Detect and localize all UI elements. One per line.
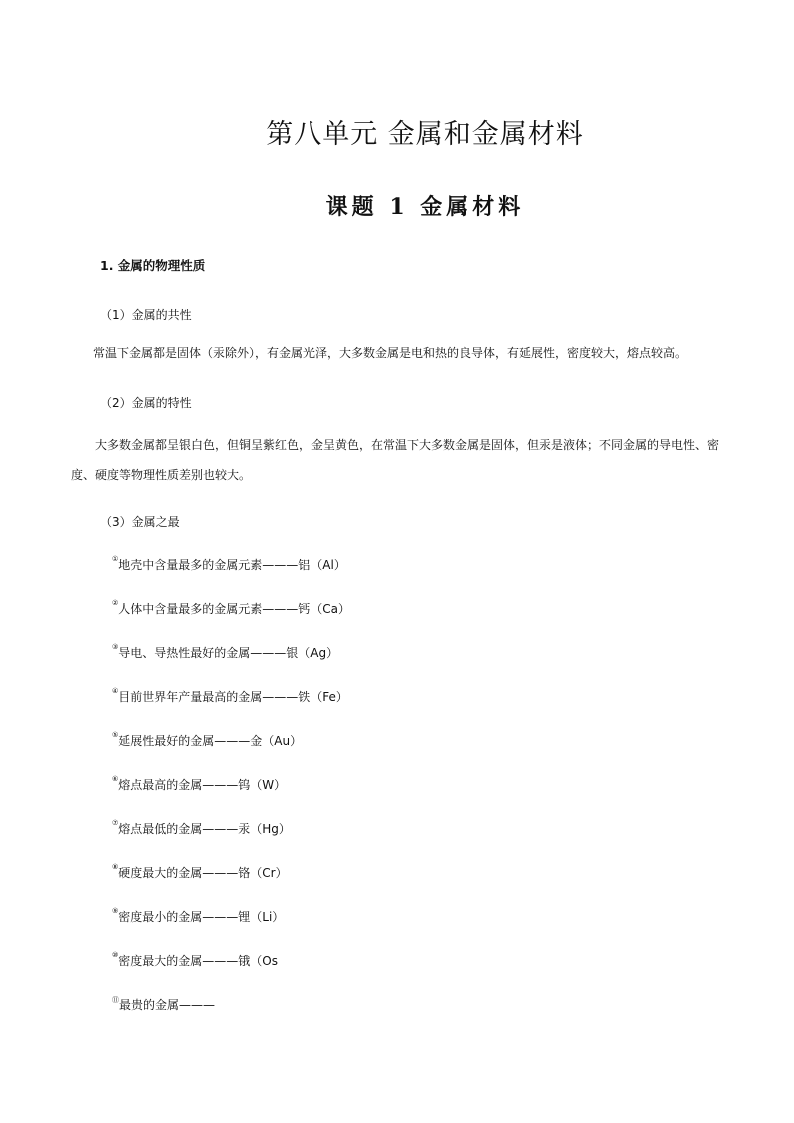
list-marker: ⑥ bbox=[112, 775, 119, 783]
list-marker: ⑤ bbox=[112, 731, 119, 739]
list-marker: ④ bbox=[112, 687, 119, 695]
page-title: 第八单元 金属和金属材料 bbox=[266, 119, 584, 150]
section-heading: 1. 金属的物理性质 bbox=[100, 258, 206, 273]
list-marker: ⑨ bbox=[112, 907, 119, 915]
list-item bbox=[112, 600, 350, 617]
list-item-text: 熔点最低的金属———汞（Hg） bbox=[118, 822, 291, 836]
list-item bbox=[112, 996, 215, 1013]
paragraph-common-properties: 常温下金属都是固体（汞除外），有金属光泽，大多数金属是电和热的良导体，有延展性，密度较大，熔点较高。 bbox=[93, 346, 688, 360]
list-item-text: 最贵的金属——— bbox=[119, 998, 216, 1012]
list-item-text: 硬度最大的金属———铬（Cr） bbox=[118, 866, 288, 880]
subsection-heading-common: （1）金属的共性 bbox=[100, 308, 192, 322]
list-marker: ② bbox=[112, 599, 119, 607]
list-item-text: 延展性最好的金属———金（Au） bbox=[118, 734, 303, 748]
list-marker: ③ bbox=[112, 643, 119, 651]
list-item-text: 密度最大的金属———锇（Os bbox=[118, 954, 278, 968]
list-item bbox=[112, 952, 278, 969]
list-item bbox=[112, 644, 338, 661]
list-item-text: 导电、导热性最好的金属———银（Ag） bbox=[118, 646, 339, 660]
list-item bbox=[112, 556, 346, 573]
list-item bbox=[112, 908, 284, 925]
list-item bbox=[112, 732, 302, 749]
list-marker: ⑪ bbox=[112, 996, 119, 1004]
list-item-text: 目前世界年产量最高的金属———铁（Fe） bbox=[118, 690, 348, 704]
list-item-text: 熔点最高的金属———钨（W） bbox=[118, 778, 287, 792]
list-item bbox=[112, 688, 348, 705]
subsection-heading-superlatives: （3）金属之最 bbox=[100, 515, 180, 529]
list-item-text: 人体中含量最多的金属元素———钙（Ca） bbox=[118, 602, 351, 616]
list-item-text: 地壳中含量最多的金属元素———铝（Al） bbox=[118, 558, 346, 572]
list-item bbox=[112, 820, 291, 837]
list-marker: ⑦ bbox=[112, 819, 119, 827]
list-marker: ⑧ bbox=[112, 863, 119, 871]
lesson-title: 课题 1 金属材料 bbox=[325, 194, 525, 220]
list-marker: ⑩ bbox=[112, 951, 119, 959]
paragraph-special-properties: 大多数金属都呈银白色，但铜呈紫红色，金呈黄色，在常温下大多数金属是固体，但汞是液体；不同金属的导电性、密度、硬度等物理性质差别也较大。 bbox=[71, 438, 720, 482]
list-item bbox=[112, 864, 288, 881]
list-item bbox=[112, 776, 286, 793]
list-item-text: 密度最小的金属———锂（Li） bbox=[118, 910, 285, 924]
subsection-heading-special: （2）金属的特性 bbox=[100, 396, 192, 410]
list-marker: ① bbox=[112, 555, 119, 563]
